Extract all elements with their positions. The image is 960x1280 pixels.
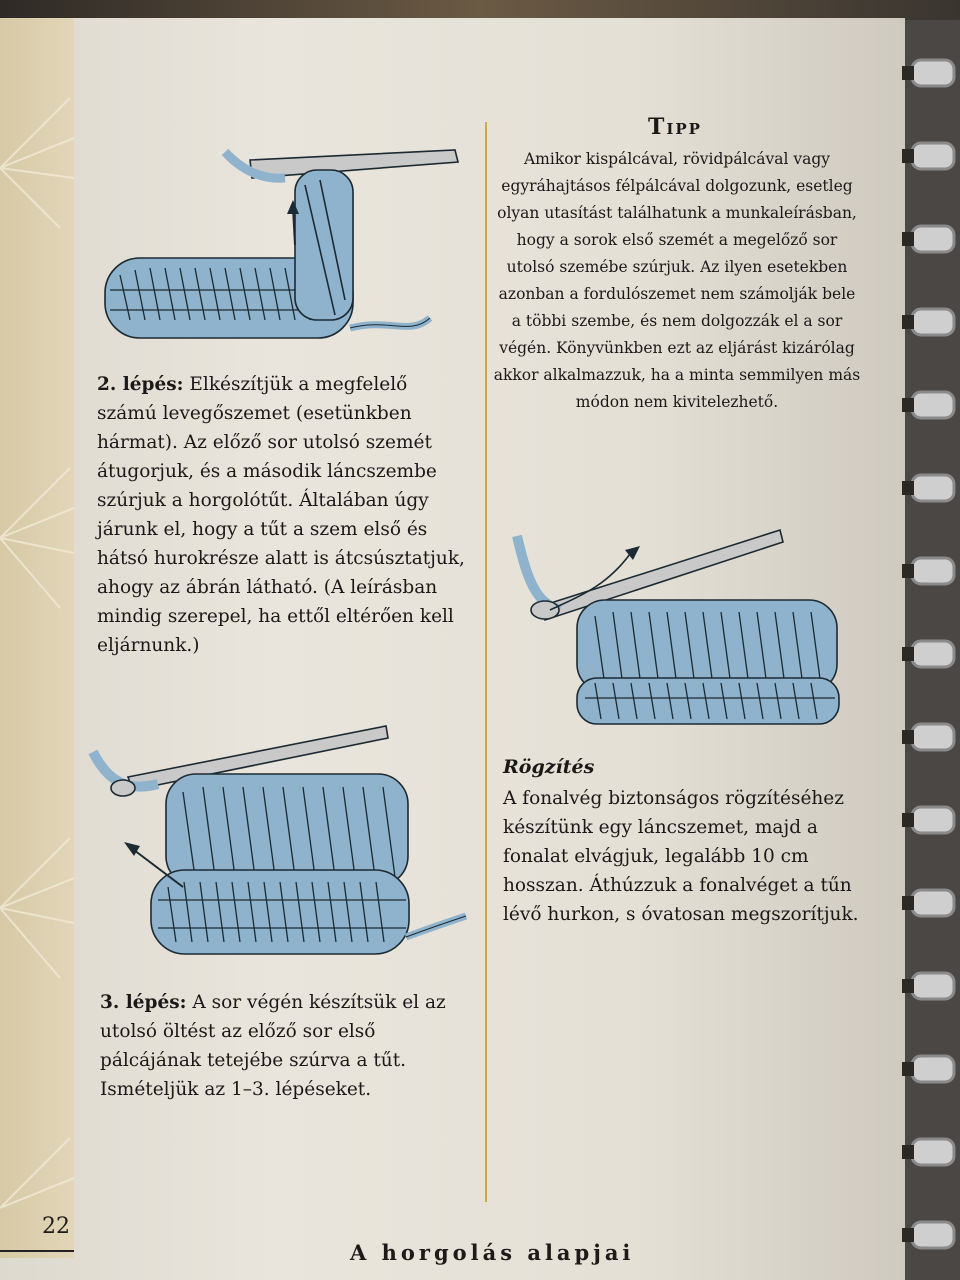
step2-text: Elkészítjük a megfelelő számú levegőszemet (esetünkben hármat). Az előző sor utolsó szemét átugorjuk, és a második láncszembe szúrjuk a horgolótűt. Általában úgy járunk el, hogy a tűt a szem első és hátsó hurokrésze alatt is átcsúsztatjuk, ahogy az ábrán látható. (A leírásban mindig szerepel, ha ettől eltérően kell eljárnunk.) bbox=[97, 374, 465, 656]
binding-hole bbox=[902, 896, 914, 910]
binding-hole bbox=[902, 1062, 914, 1076]
column-divider bbox=[485, 122, 487, 1202]
spiral-binding bbox=[900, 0, 960, 1280]
binding-hole bbox=[902, 647, 914, 661]
chapter-title: A horgolás alapjai bbox=[350, 1240, 635, 1265]
binding-hole bbox=[902, 232, 914, 246]
spiral-coil bbox=[912, 724, 954, 750]
page-number: 22 bbox=[42, 1214, 70, 1239]
fastening-heading: Rögzítés bbox=[503, 756, 595, 778]
spiral-coil bbox=[912, 1139, 954, 1165]
step3-text: A sor végén készítsük el az utolsó öltést az előző sor első pálcájának tetejébe szúrva a tűt. Ismételjük az 1–3. lépéseket. bbox=[100, 992, 446, 1100]
binding-hole bbox=[902, 1145, 914, 1159]
book-top-edge bbox=[0, 0, 960, 20]
binding-hole bbox=[902, 481, 914, 495]
step3-illustration bbox=[88, 722, 473, 972]
spiral-coil bbox=[912, 475, 954, 501]
step2-label: 2. lépés: bbox=[97, 374, 184, 395]
spiral-coil bbox=[912, 226, 954, 252]
binding-hole bbox=[902, 979, 914, 993]
tip-body: Amikor kispálcával, rövidpálcával vagy egyráhajtásos félpálcával dolgozunk, esetleg olyan utasítást találhatunk a munkaleírásban, hogy a sorok első szemét a megelőző sor utolsó szemébe szúrjuk. Az ilyen esetekben azonban a fordulószemet nem számolják bele a többi szembe, és nem dolgozzák el a sor végén. Könyvünkben ezt az eljárást kizárólag akkor alkalmazzuk, ha a minta semmilyen más módon nem kivitelezhető. bbox=[493, 150, 861, 411]
spiral-coils bbox=[902, 60, 954, 1248]
binding-hole bbox=[902, 813, 914, 827]
spiral-coil bbox=[912, 60, 954, 86]
fastening-text: A fonalvég biztonságos rögzítéséhez készítünk egy láncszemet, majd a fonalat elvágjuk, legalább 10 cm hosszan. Áthúzzuk a fonalvéget a tűn lévő hurkon, s óvatosan megszorítjuk. bbox=[503, 788, 859, 925]
spiral-coil bbox=[912, 890, 954, 916]
step3-label: 3. lépés: bbox=[100, 992, 187, 1013]
binding-hole bbox=[902, 315, 914, 329]
spiral-coil bbox=[912, 309, 954, 335]
binding-hole bbox=[902, 1228, 914, 1242]
binding-hole bbox=[902, 398, 914, 412]
step2-paragraph bbox=[97, 370, 469, 660]
spiral-coil bbox=[912, 143, 954, 169]
sunburst-decoration bbox=[0, 18, 74, 1258]
decorative-margin-band bbox=[0, 18, 74, 1258]
spiral-coil bbox=[912, 392, 954, 418]
step2-illustration bbox=[100, 140, 460, 350]
footer-rule bbox=[0, 1250, 74, 1252]
spiral-coil bbox=[912, 1056, 954, 1082]
spiral-coil bbox=[912, 641, 954, 667]
binding-hole bbox=[902, 564, 914, 578]
spiral-coil bbox=[912, 1222, 954, 1248]
step3-paragraph bbox=[100, 988, 468, 1104]
fastening-illustration bbox=[505, 528, 850, 733]
spiral-coil bbox=[912, 807, 954, 833]
spiral-coil bbox=[912, 558, 954, 584]
binding-hole bbox=[902, 149, 914, 163]
binding-hole bbox=[902, 66, 914, 80]
spiral-coil bbox=[912, 973, 954, 999]
tip-title: Tipp bbox=[648, 114, 702, 140]
binding-hole bbox=[902, 730, 914, 744]
